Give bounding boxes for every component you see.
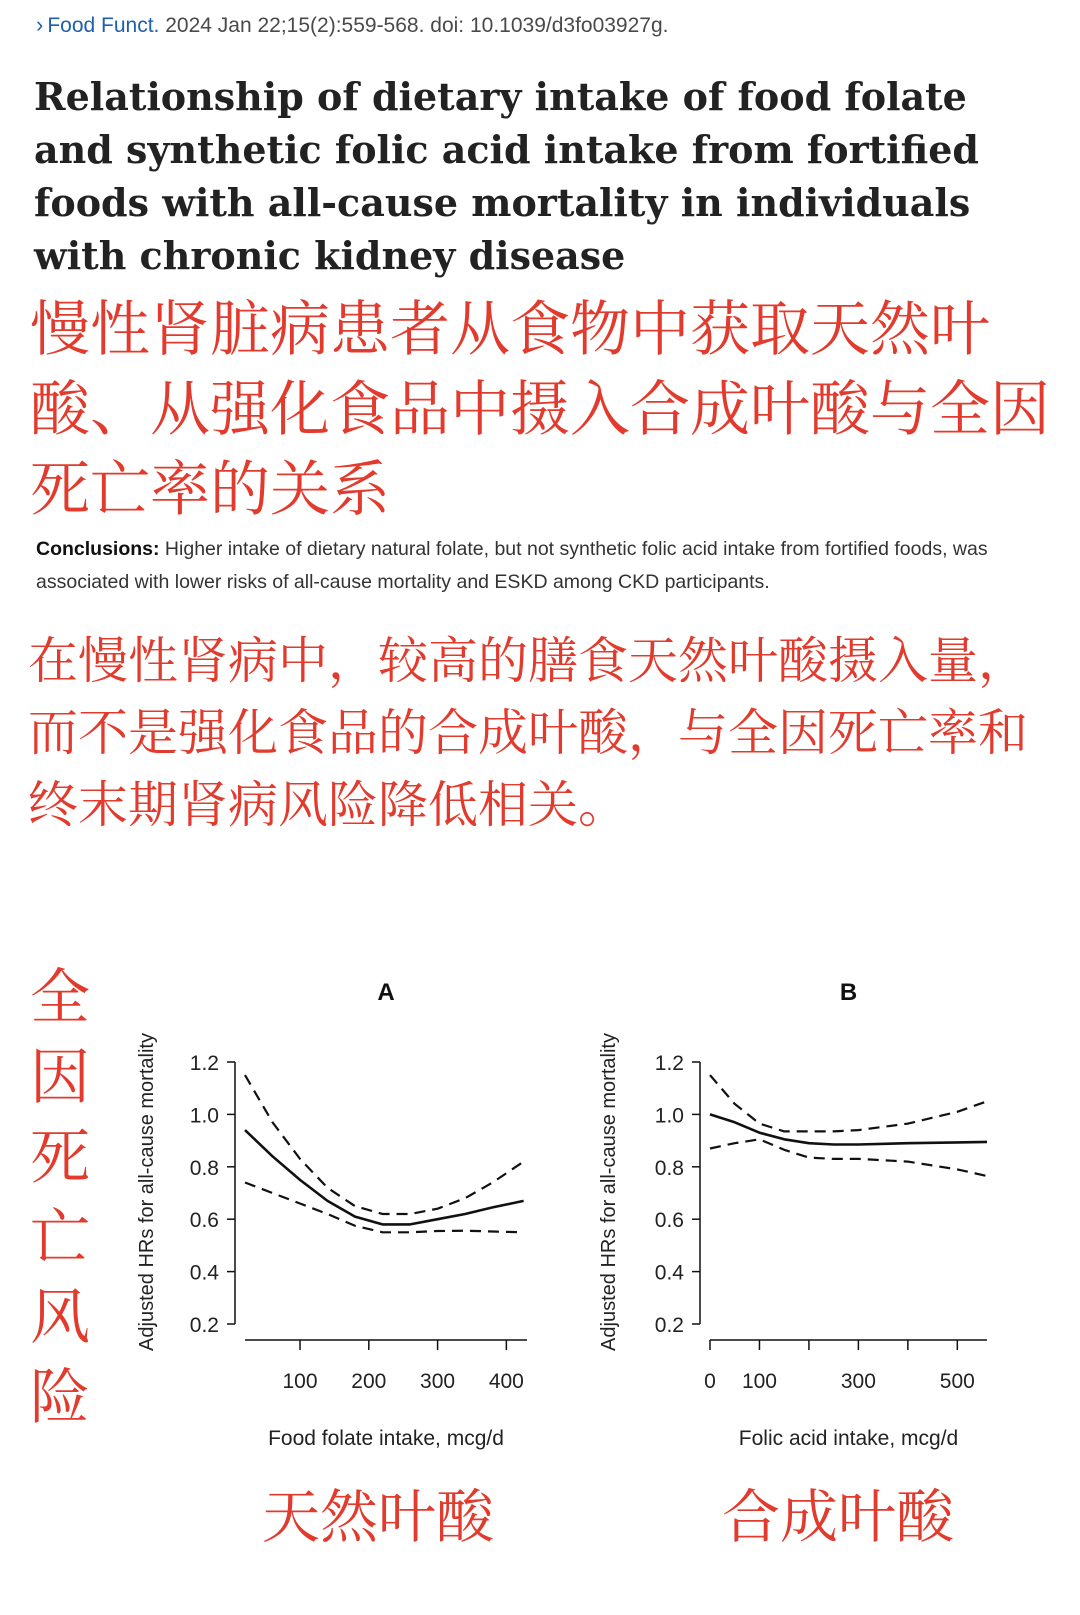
x-tick-label: 300 bbox=[840, 1370, 876, 1393]
x-axis-label: Food folate intake, mcg/d bbox=[268, 1427, 504, 1450]
x-tick-label: 200 bbox=[351, 1370, 387, 1393]
citation-line bbox=[36, 12, 669, 38]
side-label-char: 险 bbox=[30, 1363, 90, 1433]
conclusions-label: Conclusions: bbox=[36, 538, 160, 560]
y-tick-label: 0.8 bbox=[189, 1156, 219, 1180]
conclusions-paragraph bbox=[36, 533, 1046, 599]
y-tick-label: 0.4 bbox=[654, 1261, 684, 1285]
x-tick-label: 400 bbox=[488, 1370, 524, 1393]
x-tick-label: 500 bbox=[939, 1370, 975, 1393]
article-title: Relationship of dietary intake of food folate and synthetic folic acid intake from fortified foods with all-cause mortality in individuals with chronic kidney disease bbox=[34, 74, 979, 278]
citation-text: 2024 Jan 22;15(2):559-568. doi: 10.1039/d3fo03927g. bbox=[165, 14, 669, 37]
journal-link[interactable]: Food Funct. bbox=[47, 14, 160, 37]
chart-a bbox=[125, 970, 545, 1470]
y-tick-label: 0.8 bbox=[654, 1156, 684, 1180]
chart-b bbox=[587, 970, 1007, 1470]
conclusions-text: Higher intake of dietary natural folate, but not synthetic folic acid intake from fortified foods, was associated with lower risks of all-cause mortality and ESKD among CKD participants. bbox=[36, 538, 988, 593]
y-axis-label: Adjusted HRs for all-cause mortality bbox=[598, 1033, 620, 1351]
y-tick-label: 0.6 bbox=[189, 1209, 219, 1233]
y-tick-label: 1.2 bbox=[654, 1052, 684, 1075]
panel-a-cn-label: 天然叶酸 bbox=[262, 1483, 495, 1551]
y-axis-label: Adjusted HRs for all-cause mortality bbox=[136, 1033, 158, 1351]
chart-title: B bbox=[839, 979, 858, 1006]
y-tick-label: 0.6 bbox=[654, 1209, 684, 1233]
confidence-bound-line bbox=[245, 1075, 524, 1214]
x-tick-label: 300 bbox=[420, 1370, 456, 1393]
y-tick-label: 1.0 bbox=[189, 1104, 219, 1128]
chart-title: A bbox=[377, 979, 395, 1006]
x-tick-label: 0 bbox=[704, 1370, 716, 1393]
y-tick-label: 1.2 bbox=[189, 1052, 219, 1075]
estimate-line bbox=[245, 1130, 524, 1224]
confidence-bound-line bbox=[710, 1075, 987, 1131]
chinese-title-annotation: 慢性肾脏病患者从食物中获取天然叶酸、从强化食品中摄入合成叶酸与全因死亡率的关系 bbox=[30, 295, 1050, 525]
y-tick-label: 1.0 bbox=[654, 1104, 684, 1128]
side-label-char: 死 bbox=[30, 1123, 90, 1193]
y-tick-label: 0.2 bbox=[654, 1314, 684, 1337]
y-tick-label: 0.4 bbox=[189, 1261, 219, 1285]
y-tick-label: 0.2 bbox=[189, 1314, 219, 1337]
side-label-char: 风 bbox=[30, 1283, 90, 1353]
chevron-right-icon[interactable]: › bbox=[36, 12, 44, 37]
side-label-char: 因 bbox=[30, 1043, 90, 1113]
side-label-annotation bbox=[30, 958, 100, 1438]
side-label-char: 全 bbox=[30, 963, 90, 1033]
chinese-conclusion-annotation: 在慢性肾病中，较高的膳食天然叶酸摄入量，而不是强化食品的合成叶酸，与全因死亡率和终末期肾病风险降低相关。 bbox=[28, 632, 1028, 834]
x-axis-label: Folic acid intake, mcg/d bbox=[738, 1427, 959, 1450]
x-tick-label: 100 bbox=[741, 1370, 777, 1393]
x-tick-label: 100 bbox=[282, 1370, 318, 1393]
side-label-char: 亡 bbox=[30, 1203, 90, 1273]
panel-b-cn-label: 合成叶酸 bbox=[722, 1483, 955, 1551]
